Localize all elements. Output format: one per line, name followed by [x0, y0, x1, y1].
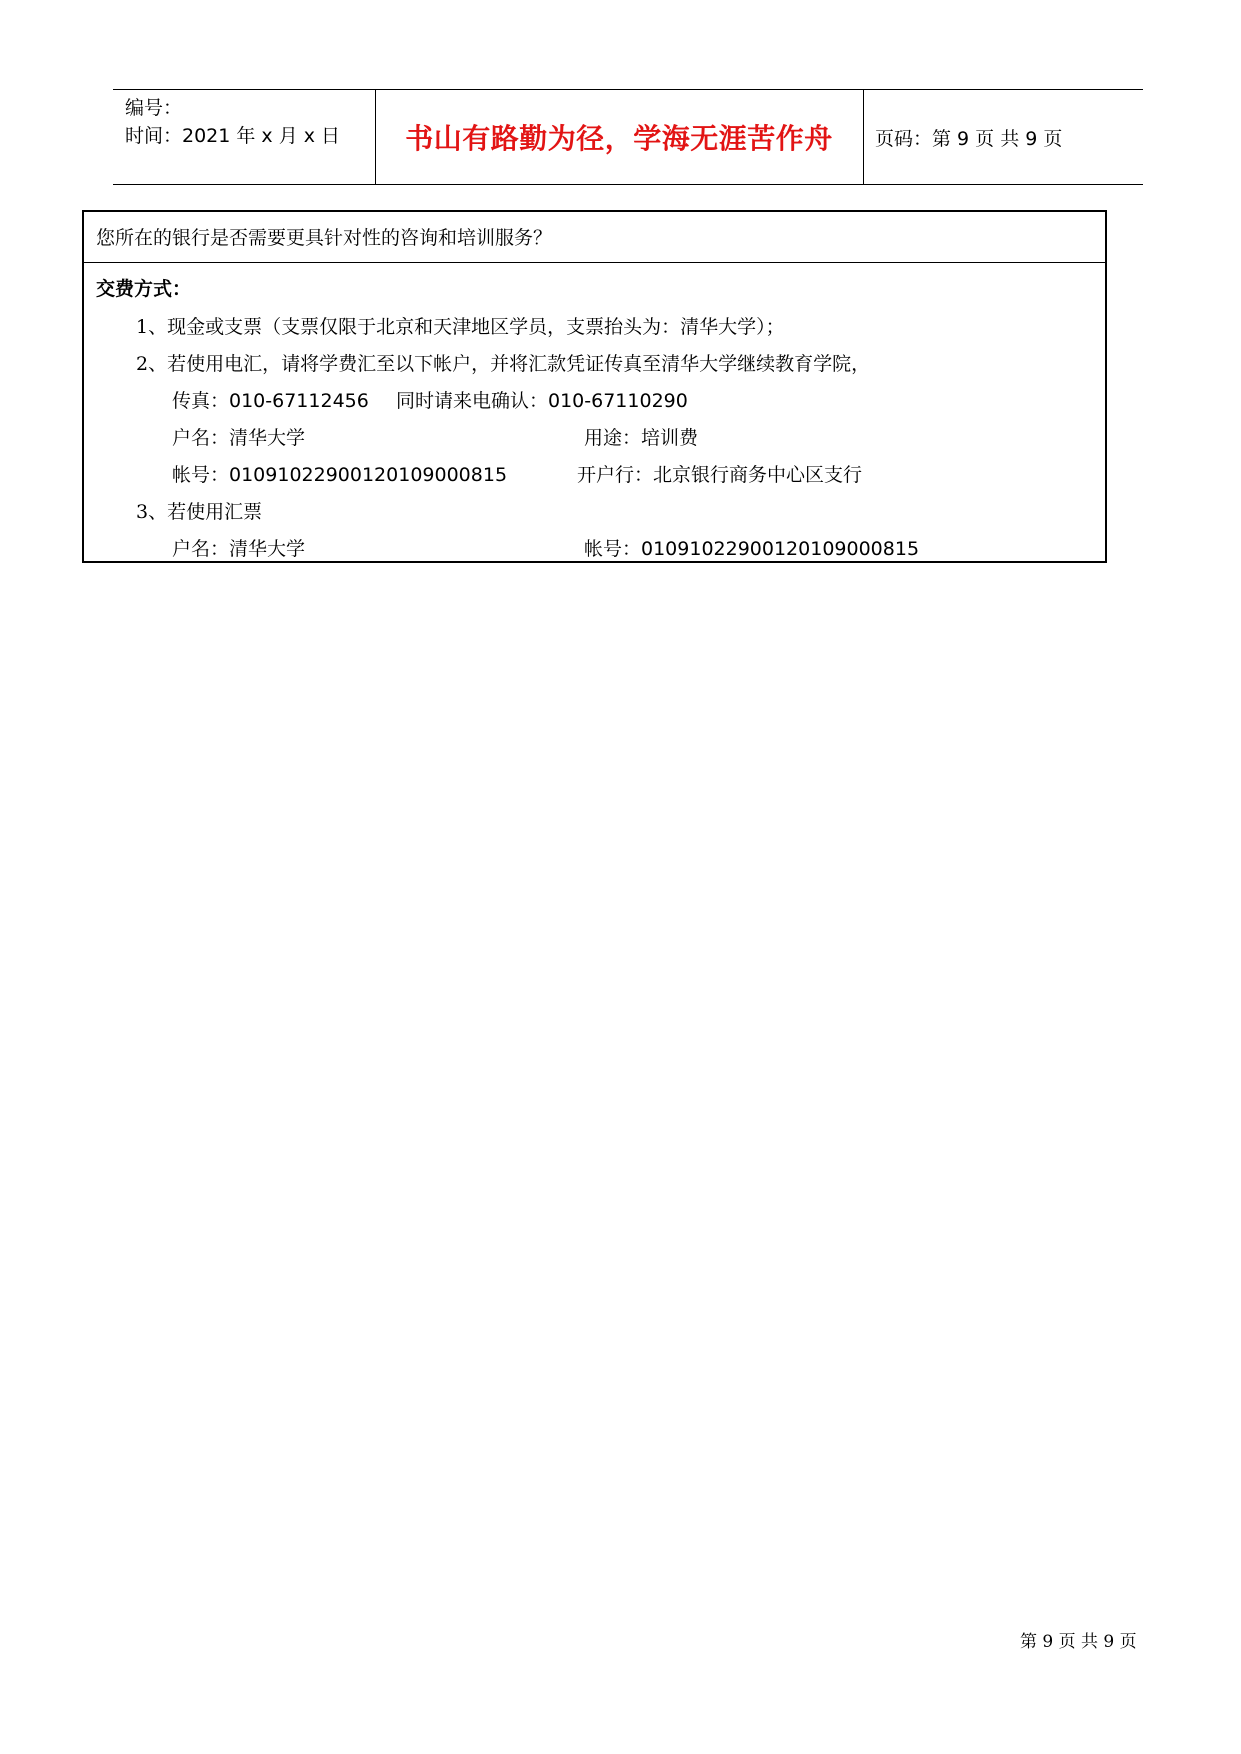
header-left	[125, 94, 340, 150]
payment-item-2: 2、若使用电汇，请将学费汇至以下帐户，并将汇款凭证传真至清华大学继续教育学院，	[136, 353, 871, 375]
page-header	[113, 89, 1143, 185]
payment-title: 交费方式：	[96, 278, 192, 300]
page-footer: 第 9 页 共 9 页	[1020, 1632, 1137, 1652]
header-divider	[863, 90, 864, 184]
account-number: 帐号：0109102290012010900081​5	[172, 464, 508, 486]
time-label: 时间：2021 年 x 月 x 日	[125, 125, 341, 147]
draft-account-name: 户名：清华大学	[172, 538, 306, 560]
header-motto: 书山有路勤为径，学海无涯苦作舟	[405, 122, 833, 155]
account-name: 户名：清华大学	[172, 427, 306, 449]
confirm-number: 同时请来电确认：010-67110290	[396, 390, 688, 412]
payment-purpose: 用途：培训费	[584, 427, 699, 449]
bank-name: 开户行：北京银行商务中心区支行	[577, 464, 863, 486]
fax-number: 传真：010-67112456	[172, 390, 369, 412]
payment-item-1: 1、现金或支票（支票仅限于北京和天津地区学员，支票抬头为：清华大学）；	[136, 316, 785, 338]
payment-table	[82, 210, 1107, 563]
question-text: 您所在的银行是否需要更具针对性的咨询和培训服务？	[96, 227, 553, 249]
question-row	[84, 212, 1105, 263]
draft-account-number: 帐号：0109102290012010900081​5	[584, 538, 920, 560]
number-label: 编号：	[125, 97, 183, 119]
payment-item-3: 3、若使用汇票	[136, 501, 263, 523]
header-page-label: 页码：第 9 页 共 9 页	[875, 127, 1063, 150]
